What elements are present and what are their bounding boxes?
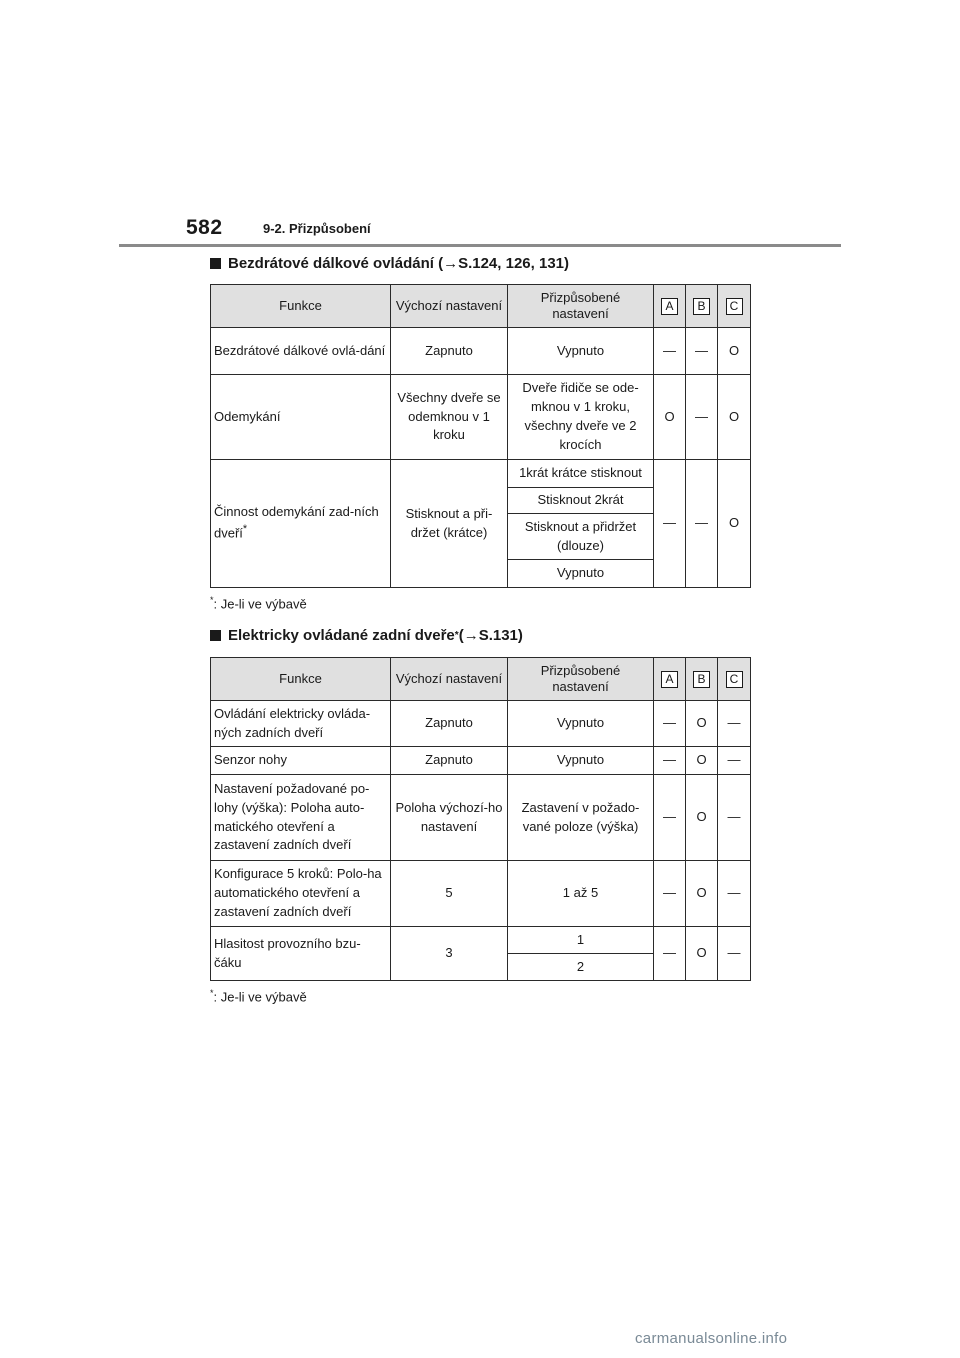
cell-b: — [686,460,718,588]
table-header-row [211,285,751,328]
cell-b: O [686,701,718,747]
table-row [211,460,751,488]
table-header-row [211,658,751,701]
cell-vychozi: Poloha výchozí-ho nastavení [391,775,508,861]
cell-b: — [686,375,718,460]
col-header-b [686,658,718,701]
box-letter-c: C [726,298,743,315]
footnote-text: : Je-li ve výbavě [213,989,307,1005]
col-header-a [654,285,686,328]
cell-b: O [686,747,718,775]
cell-funkce: Odemykání [211,375,391,460]
cell-vychozi: 5 [391,861,508,927]
col-header-b [686,285,718,328]
footnote-mark: * [454,630,459,641]
cell-vychozi: Všechny dveře se odemknou v 1 kroku [391,375,508,460]
tailgate-settings-table [210,657,751,981]
cell-b: O [686,861,718,927]
box-letter-a: A [661,298,678,315]
col-header-prizpusobene: Přizpůsobené nastavení [508,658,654,701]
cell-vychozi: 3 [391,927,508,981]
chapter-title: 9-2. Přizpůsobení [263,221,371,236]
footnote-text: : Je-li ve výbavě [213,596,307,612]
cell-option: 1krát krátce stisknout [508,460,654,488]
cell-option: Stisknout 2krát [508,488,654,514]
square-bullet-icon [210,630,221,641]
table-row [211,775,751,861]
table-row [211,747,751,775]
col-header-c [718,285,751,328]
table-row [211,927,751,954]
cell-c: — [718,747,751,775]
cell-option: Vypnuto [508,560,654,588]
col-header-vychozi: Výchozí nastavení [391,285,508,328]
cell-prizpusobene: Dveře řidiče se ode-mknou v 1 kroku, všechny dveře ve 2 krocích [508,375,654,460]
cell-a: — [654,861,686,927]
table-row [211,861,751,927]
cell-prizpusobene: 1 až 5 [508,861,654,927]
table-row [211,701,751,747]
cell-b: — [686,328,718,375]
cell-funkce: Bezdrátové dálkové ovlá-dání [211,328,391,375]
col-header-prizpusobene: Přizpůsobené nastavení [508,285,654,328]
cell-c: — [718,775,751,861]
cell-funkce: Hlasitost provozního bzu-čáku [211,927,391,981]
cell-b: O [686,775,718,861]
cell-c: O [718,328,751,375]
cell-vychozi: Zapnuto [391,747,508,775]
col-header-c [718,658,751,701]
cell-vychozi: Zapnuto [391,328,508,375]
table-row [211,375,751,460]
section-heading-tailgate [210,627,523,644]
cell-c: — [718,701,751,747]
box-letter-c: C [726,671,743,688]
footnote-mark: * [210,988,214,998]
cell-a: O [654,375,686,460]
cell-a: — [654,747,686,775]
square-bullet-icon [210,258,221,269]
col-header-funkce: Funkce [211,285,391,328]
header-divider [119,244,841,247]
footnote [210,595,307,611]
footnote-mark: * [210,595,214,605]
section-heading-remote [210,255,569,272]
table-row [211,328,751,375]
cell-option: Stisknout a přidržet (dlouze) [508,514,654,560]
col-header-a [654,658,686,701]
watermark-text: carmanualsonline.info [635,1330,788,1347]
arrow-right-icon: → [463,627,479,644]
cell-c: — [718,927,751,981]
cell-prizpusobene: Vypnuto [508,701,654,747]
cell-c: — [718,861,751,927]
section-heading-ref[interactable]: S.124, 126, 131) [458,255,569,272]
section-heading-text: Bezdrátové dálkové ovládání ( [228,255,444,272]
cell-prizpusobene: Vypnuto [508,328,654,375]
section-heading-ref[interactable]: S.131) [478,627,523,644]
col-header-vychozi: Výchozí nastavení [391,658,508,701]
cell-c: O [718,375,751,460]
cell-funkce [211,460,391,588]
box-letter-b: B [693,671,710,688]
footnote-mark: * [242,523,248,536]
page-number: 582 [186,216,223,239]
cell-c: O [718,460,751,588]
cell-funkce: Ovládání elektricky ovláda-ných zadních dveří [211,701,391,747]
box-letter-a: A [661,671,678,688]
cell-a: — [654,927,686,981]
footnote [210,988,307,1004]
cell-a: — [654,701,686,747]
section-heading-text: Elektricky ovládané zadní dveře [228,627,455,644]
cell-a: — [654,775,686,861]
cell-vychozi: Zapnuto [391,701,508,747]
cell-prizpusobene: Vypnuto [508,747,654,775]
cell-funkce: Konfigurace 5 kroků: Polo-ha automatického otevření a zastavení zadních dveří [211,861,391,927]
cell-funkce: Senzor nohy [211,747,391,775]
cell-funkce: Nastavení požadované po-lohy (výška): Poloha auto-matického otevření a zastavení zadních dveří [211,775,391,861]
cell-a: — [654,328,686,375]
cell-funkce-text: Činnost odemykání zad-ních dveří [214,504,379,541]
cell-a: — [654,460,686,588]
cell-option: 2 [508,954,654,981]
cell-b: O [686,927,718,981]
remote-settings-table [210,284,751,588]
box-letter-b: B [693,298,710,315]
cell-vychozi: Stisknout a při-držet (krátce) [391,460,508,588]
col-header-funkce: Funkce [211,658,391,701]
cell-option: 1 [508,927,654,954]
arrow-right-icon: → [443,255,459,272]
cell-prizpusobene: Zastavení v požado-vané poloze (výška) [508,775,654,861]
section-heading-open: ( [458,627,464,644]
